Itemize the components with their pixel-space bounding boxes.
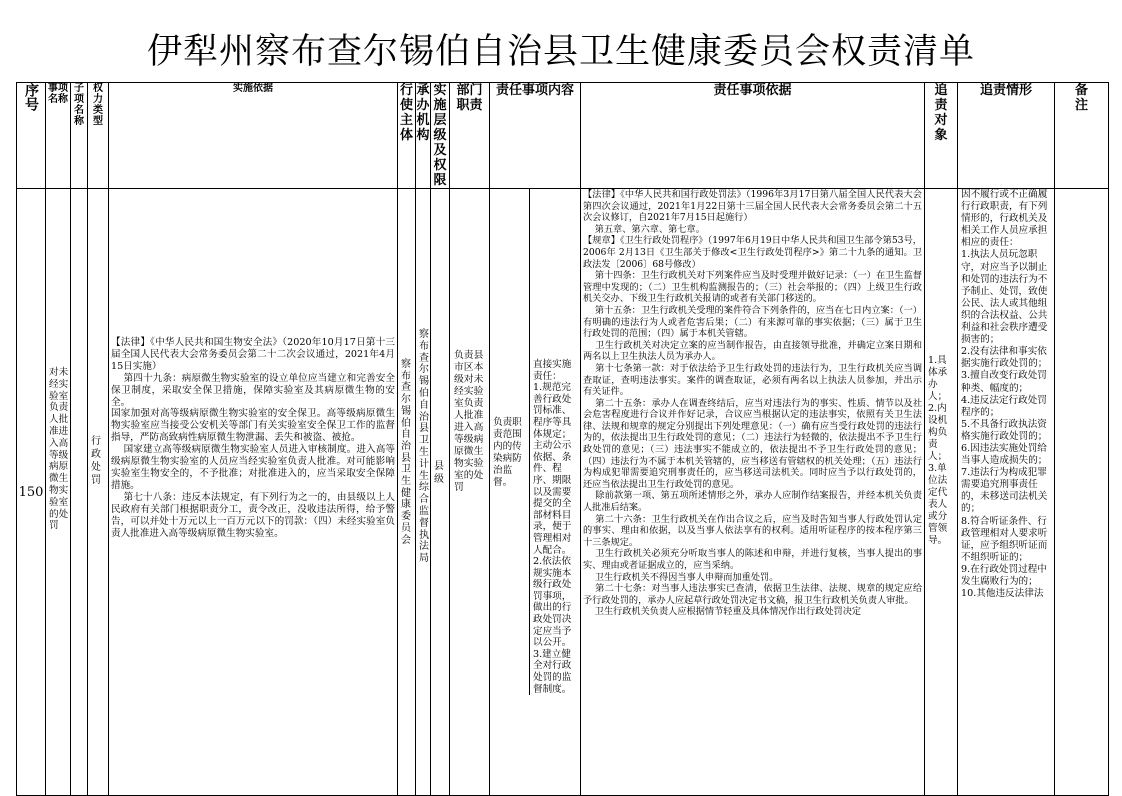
cell-duty-content: 负责职责范围内的传染病防治监督。 直接实施责任： 1.规范完善行政处罚标准、程序等具体规定；主动公示依据、条件、程序、期限以及需要提交的全部材料目录，便于管理相对人配合。 2.依法依规实施本级行政处罚事项，做出的行政处罚决定应当予以公开。 3.建立健全对行政处罚的监督制度。 — [490, 189, 581, 796]
cell-item-name: 对未经实验室负责人批准进入高等级病原微生物实验室的处罚 — [46, 189, 71, 796]
header-duty-content: 责任事项内容 — [490, 83, 581, 189]
cell-actor: 察布查尔锡伯自治县卫生健康委员会 — [398, 189, 416, 796]
cell-basis: 【法律】《中华人民共和国生物安全法》（2020年10月17日第十三届全国人民代表大会常务委员会第二十二次会议通过，2021年4月15日实施） 第四十九条：病原微生物实验室的设立单位应当建立和完善安全保卫制度，采取安全保卫措施，保障实验室及其病原微生物的安全。 国家加强对高等级病原微生物实验室的安全保卫。高等级病原微生物实验室应当接受公安机关等部门有关实验室安全保卫工作的监督指导，严防高致病性病原微生物泄漏、丢失和被盗、被抢。 国家建立高等级病原微生物实验室人员进入审核制度。进入高等级病原微生物实验室的人员应当经实验室负责人批准。对可能影响实验室生物安全的，不予批准；对批准进入的，应当采取安全保障措施。 第七十八条：违反本法规定，有下列行为之一的，由县级以上人民政府有关部门根据职责分工，责令改正，没收违法所得，给予警告，可以并处十万元以上一百万元以下的罚款：（四）未经实验室负责人批准进入高等级病原微生物实验室。 — [109, 189, 398, 796]
cell-seq: 150 — [17, 189, 46, 796]
document-title: 伊犁州察布查尔锡伯自治县卫生健康委员会权责清单 — [146, 32, 975, 72]
table-row — [17, 189, 1109, 796]
header-actor: 行使主体 — [398, 83, 416, 189]
header-power-type: 权力类型 — [88, 83, 109, 189]
header-item-name: 事项名称 — [46, 83, 71, 189]
header-row — [17, 83, 1109, 189]
cell-power-type: 行政处罚 — [88, 189, 109, 796]
header-level: 实施层级及权限 — [431, 83, 450, 189]
header-undertaker: 承办机构 — [416, 83, 431, 189]
header-sub-item-name: 子项名称 — [71, 83, 88, 189]
cell-accountability: 因不履行或不正确履行行政职责，有下列情形的，行政机关及相关工作人员应承担相应的责任： 1.执法人员玩忽职守，对应当予以制止和处罚的违法行为不予制止、处罚，致使公民、法人或其他组织的合法权益、公共利益和社会秩序遭受损害的； 2.没有法律和事实依据实施行政处罚的； 3.擅自改变行政处罚种类、幅度的； 4.违反法定行政处罚程序的； 5.不具备行政执法资格实施行政处罚的； 6.因违法实施处罚给当事人造成损失的； 7.违法行为构成犯罪需要追究刑事责任的，未移送司法机关的； 8.符合听证条件、行政管理相对人要求听证，应予组织听证而不组织听证的； 9.在行政处罚过程中发生腐败行为的； 10.其他违反法律法 — [958, 189, 1055, 796]
header-duty-dept: 部门职责 — [450, 83, 490, 189]
cell-duty-basis: 【法律】《中华人民共和国行政处罚法》（1996年3月17日第八届全国人民代表大会第四次会议通过，2021年1月22日第十三届全国人民代表大会常务委员会第二十五次会议修订，自2021年7月15日起施行） 第五章、第六章、第七章。 【规章】《卫生行政处罚程序》（1997年6月19日中华人民共和国卫生部令第53号，2006年 2月13日《卫生部关于修改<卫生行政处罚程序>》第二十九条的通知。卫政法发〔2006〕68号修改） 第十四条：卫生行政机关对下列案件应当及时受理并做好记录：（一）在卫生监督管理中发现的；（二）卫生机构监测报告的；（三）社会举报的；（四）上级卫生行政机关交办、下级卫生行政机关报请的或者有关部门移送的。 第十五条：卫生行政机关受理的案件符合下列条件的，应当在七日内立案：（一）有明确的违法行为人或者危害后果；（二）有来源可靠的事实依据；（三）属于卫生行政处罚的范围；（四）属于本机关管辖。 卫生行政机关对决定立案的应当制作报告，由直接领导批准，并确定立案日期和两名以上卫生执法人员为承办人。 第十七条第一款：对于依法给予卫生行政处罚的违法行为，卫生行政机关应当调查取证，查明违法事实。案件的调查取证，必须有两名以上执法人员参加，并出示有关证件。 第二十五条：承办人在调查终结后，应当对违法行为的事实、性质、情节以及社会危害程度进行合议并作好记录，合议应当根据认定的违法事实，依照有关卫生法律、法规和规章的规定分别提出下列处理意见：（一）确有应当受行政处罚的违法行为的，依法提出卫生行政处罚的意见；（二）违法行为轻微的，依法提出不予卫生行政处罚的意见；（三）违法事实不能成立的，依法提出不予卫生行政处罚的意见；（四）违法行为不属于本机关管辖的，应当移送有管辖权的机关处理；（五）违法行为构成犯罪需要追究刑事责任的，应当移送司法机关。同时应当予以行政处罚的，还应当依法提出卫生行政处罚的意见。 除前款第一项、第五项所述情形之外，承办人应制作结案报告，并经本机关负责人批准后结案。 第二十六条：卫生行政机关在作出合议之后，应当及时告知当事人行政处罚认定的事实、理由和依据，以及当事人依法享有的权利。适用听证程序的按本程序第三十三条规定。 卫生行政机关必须充分听取当事人的陈述和申辩，并进行复核，当事人提出的事实、理由或者证据成立的，应当采纳。 卫生行政机关不得因当事人申辩而加重处罚。 第二十七条：对当事人违法事实已查清，依据卫生法律、法规、规章的规定应给予行政处罚的，承办人应起草行政处罚决定书文稿，报卫生行政机关负责人审批。 卫生行政机关负责人应根据情节轻重及具体情况作出行政处罚决定 — [581, 189, 925, 796]
cell-undertaker: 察布查尔锡伯自治县卫生计生综合监督执法局 — [416, 189, 431, 796]
power-responsibility-table — [16, 82, 1109, 796]
header-basis: 实施依据 — [109, 83, 398, 189]
header-duty-basis: 责任事项依据 — [581, 83, 925, 189]
header-accountability: 追责情形 — [958, 83, 1055, 189]
cell-level: 县级 — [431, 189, 450, 796]
header-remarks: 备注 — [1055, 83, 1109, 189]
cell-accountable: 1.具体承办人； 2.内设机构负责人； 3.单位法定代表人或分管领导。 — [925, 189, 958, 796]
header-accountable: 追责对象 — [925, 83, 958, 189]
cell-duty-dept: 负责县市区本级对未经实验室负责人批准进入高等级病原微生物实验室的处罚 — [450, 189, 490, 796]
cell-remarks — [1055, 189, 1109, 796]
cell-sub-item-name — [71, 189, 88, 796]
header-seq: 序号 — [17, 83, 46, 189]
